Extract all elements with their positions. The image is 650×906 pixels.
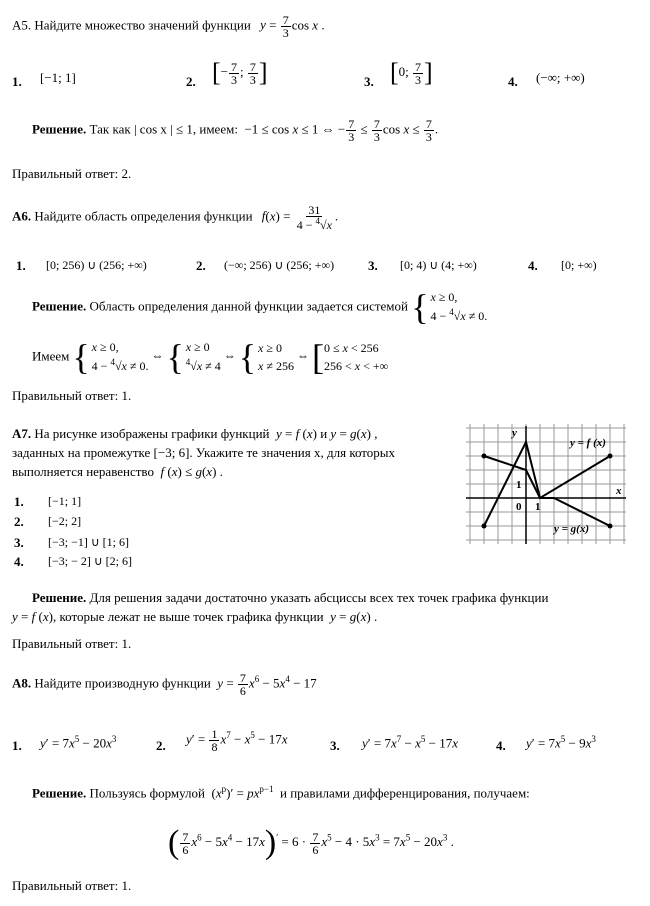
a7-solution-text-1: Для решения задачи достаточно указать абсциссы всех тех точек графика функции (89, 590, 549, 605)
a8-option-1-num: 1. (12, 738, 22, 753)
a6-solution: Решение. Область определения данной функции задается системой { x ≥ 0, 4 − $^4$√x ≠ 0. (32, 286, 488, 327)
a7-option-1: [−1; 1] (48, 494, 82, 508)
a7-text-2: заданных на промежутке [−3; 6]. Укажите те значения x, для которых (12, 445, 396, 460)
a7-option-3: [−3; −1] ∪ [1; 6] (48, 535, 129, 549)
a8-solution: Решение. Пользуясь формулой $(x^p)' = px^{p-1}$ и правилами дифференцирования, получаем: (32, 784, 530, 801)
a7-option-2-num: 2. (14, 514, 24, 529)
a6-option-4: [0; +∞) (561, 258, 597, 272)
a8-option-2: y′ = $\frac{1}{8}$ $x^7 - x^5 - 17x$ (186, 727, 288, 754)
a7-option-4: [−3; − 2] ∪ [2; 6] (48, 554, 132, 568)
a7-solution: Решение. Для решения задачи достаточно указать абсциссы всех тех точек графика функции y = f (x), которые лежат не выше точек графика функции y = g(x) . (12, 590, 549, 624)
a7-solution-text-2: , которые лежат не выше точек графика функции (52, 609, 324, 624)
a8-option-3: $y' = 7x^7 - x^5 - 17x$ (362, 734, 458, 751)
a7-text-3: выполняется неравенство (12, 464, 154, 479)
a6-option-1: [0; 256) ∪ (256; +∞) (46, 258, 147, 272)
a8-question: А8. Найдите производную функции y = $\frac{7}{6}$ $x^6 - 5x^4 - 17$ (12, 671, 317, 698)
a5-option-4-num: 4. (508, 74, 518, 89)
a8-answer: Правильный ответ: 1. (12, 878, 132, 893)
a6-question: А6. Найдите область определения функции f(x) = $\frac{31}{4 - ^4√x}$ . (12, 203, 339, 232)
a7-graph (466, 424, 628, 546)
a5-option-3-num: 3. (364, 74, 374, 89)
a8-derivation: ( $\frac{7}{6}$ $x^6 - 5x^4 - 17x)' = 6$ · $\frac{7}{6}$ $x^5 - 4 \cdot 5x^3 = 7x^5 - 20x^3$ . (168, 824, 454, 861)
a5-option-3: [0; $\frac{7}{3}$ ] (390, 58, 433, 87)
a5-solution: Решение. Так как | cos x | ≤ 1, имеем: −1 ≤ cos x ≤ 1 ⇔ − $\frac{7}{3}$ ≤ $\frac{7}{3}$ cos x ≤ $\frac{7}{3}$ . (32, 117, 439, 144)
a6-have-label: Имеем (32, 348, 70, 364)
a7-option-4-num: 4. (14, 554, 24, 569)
a7-y1-label: 1 (516, 479, 522, 491)
a7-label: А7. (12, 426, 32, 441)
a8-solution-text-1: Пользуясь формулой (89, 785, 205, 801)
a6-answer: Правильный ответ: 1. (12, 388, 132, 403)
a5-solution-text: Так как | cos x | ≤ 1, имеем: (89, 121, 238, 137)
a5-question: А5. Найдите множество значений функции y = $\frac{7}{3}$ cos x . (12, 13, 325, 40)
a7-option-1-num: 1. (14, 494, 24, 509)
a6-option-4-num: 4. (528, 258, 538, 273)
a6-option-2-num: 2. (196, 258, 206, 273)
a7-y-label: y (512, 427, 517, 439)
a5-option-2-num: 2. (186, 74, 196, 89)
a7-text-1: На рисунке изображены графики функций (34, 426, 270, 441)
a6-text: Найдите область определения функции (34, 208, 253, 224)
a6-label: А6. (12, 208, 32, 224)
a5-option-4: (−∞; +∞) (536, 70, 585, 85)
a8-option-2-num: 2. (156, 738, 166, 753)
a7-solution-label: Решение. (32, 590, 87, 605)
a8-solution-text-2: и правилами дифференцирования, получаем: (279, 785, 530, 801)
a8-option-1: $y' = 7x^5 - 20x^3$ (40, 734, 117, 751)
a5-text: Найдите множество значений функции (34, 17, 251, 33)
a8-option-4-num: 4. (496, 738, 506, 753)
a5-label: А5. (12, 17, 32, 33)
a8-label: А8. (12, 675, 32, 691)
a7-option-3-num: 3. (14, 535, 24, 550)
a6-option-1-num: 1. (16, 258, 26, 273)
a7-g-label: y = g(x) (554, 523, 589, 535)
a8-option-4: $y' = 7x^5 - 9x^3$ (526, 734, 596, 751)
a7-option-2: [−2; 2] (48, 514, 82, 528)
a8-option-3-num: 3. (330, 738, 340, 753)
a6-solution-text: Область определения данной функции задается системой (89, 298, 408, 314)
a6-option-2: (−∞; 256) ∪ (256; +∞) (224, 258, 335, 272)
a7-question: А7. На рисунке изображены графики функций y = f (x) и y = g(x) , заданных на промежутке [−3; 6]. Укажите те значения x, для которых выполняется неравенство f (x) ≤ g(x) . (12, 426, 396, 479)
a7-f-curve (484, 456, 610, 498)
a8-text: Найдите производную функции (34, 675, 211, 691)
a7-x-label: x (616, 485, 622, 497)
a6-option-3: [0; 4) ∪ (4; +∞) (400, 258, 477, 272)
a5-option-2: [− $\frac{7}{3}$ ; $\frac{7}{3}$ ] (212, 58, 268, 87)
a7-x1-label: 1 (535, 501, 541, 513)
a6-option-3-num: 3. (368, 258, 378, 273)
a5-solution-label: Решение. (32, 121, 87, 137)
a8-solution-label: Решение. (32, 785, 87, 801)
a5-option-1-num: 1. (12, 74, 22, 89)
a6-have: Имеем { x ≥ 0, 4 − $^4$√x ≠ 0. ⇔ { x ≥ 0 $^4$√x ≠ 4 ⇔ { x ≥ 0 x ≠ 256 ⇔ [ 0 ≤ x < 256 256 < x < +∞ (32, 336, 389, 377)
a5-answer: Правильный ответ: 2. (12, 166, 132, 181)
a7-origin-label: 0 (516, 501, 522, 513)
a7-f-label: y = f (x) (570, 437, 606, 449)
a7-answer: Правильный ответ: 1. (12, 636, 132, 651)
a6-solution-label: Решение. (32, 298, 87, 314)
a5-option-1: [−1; 1] (40, 70, 76, 85)
